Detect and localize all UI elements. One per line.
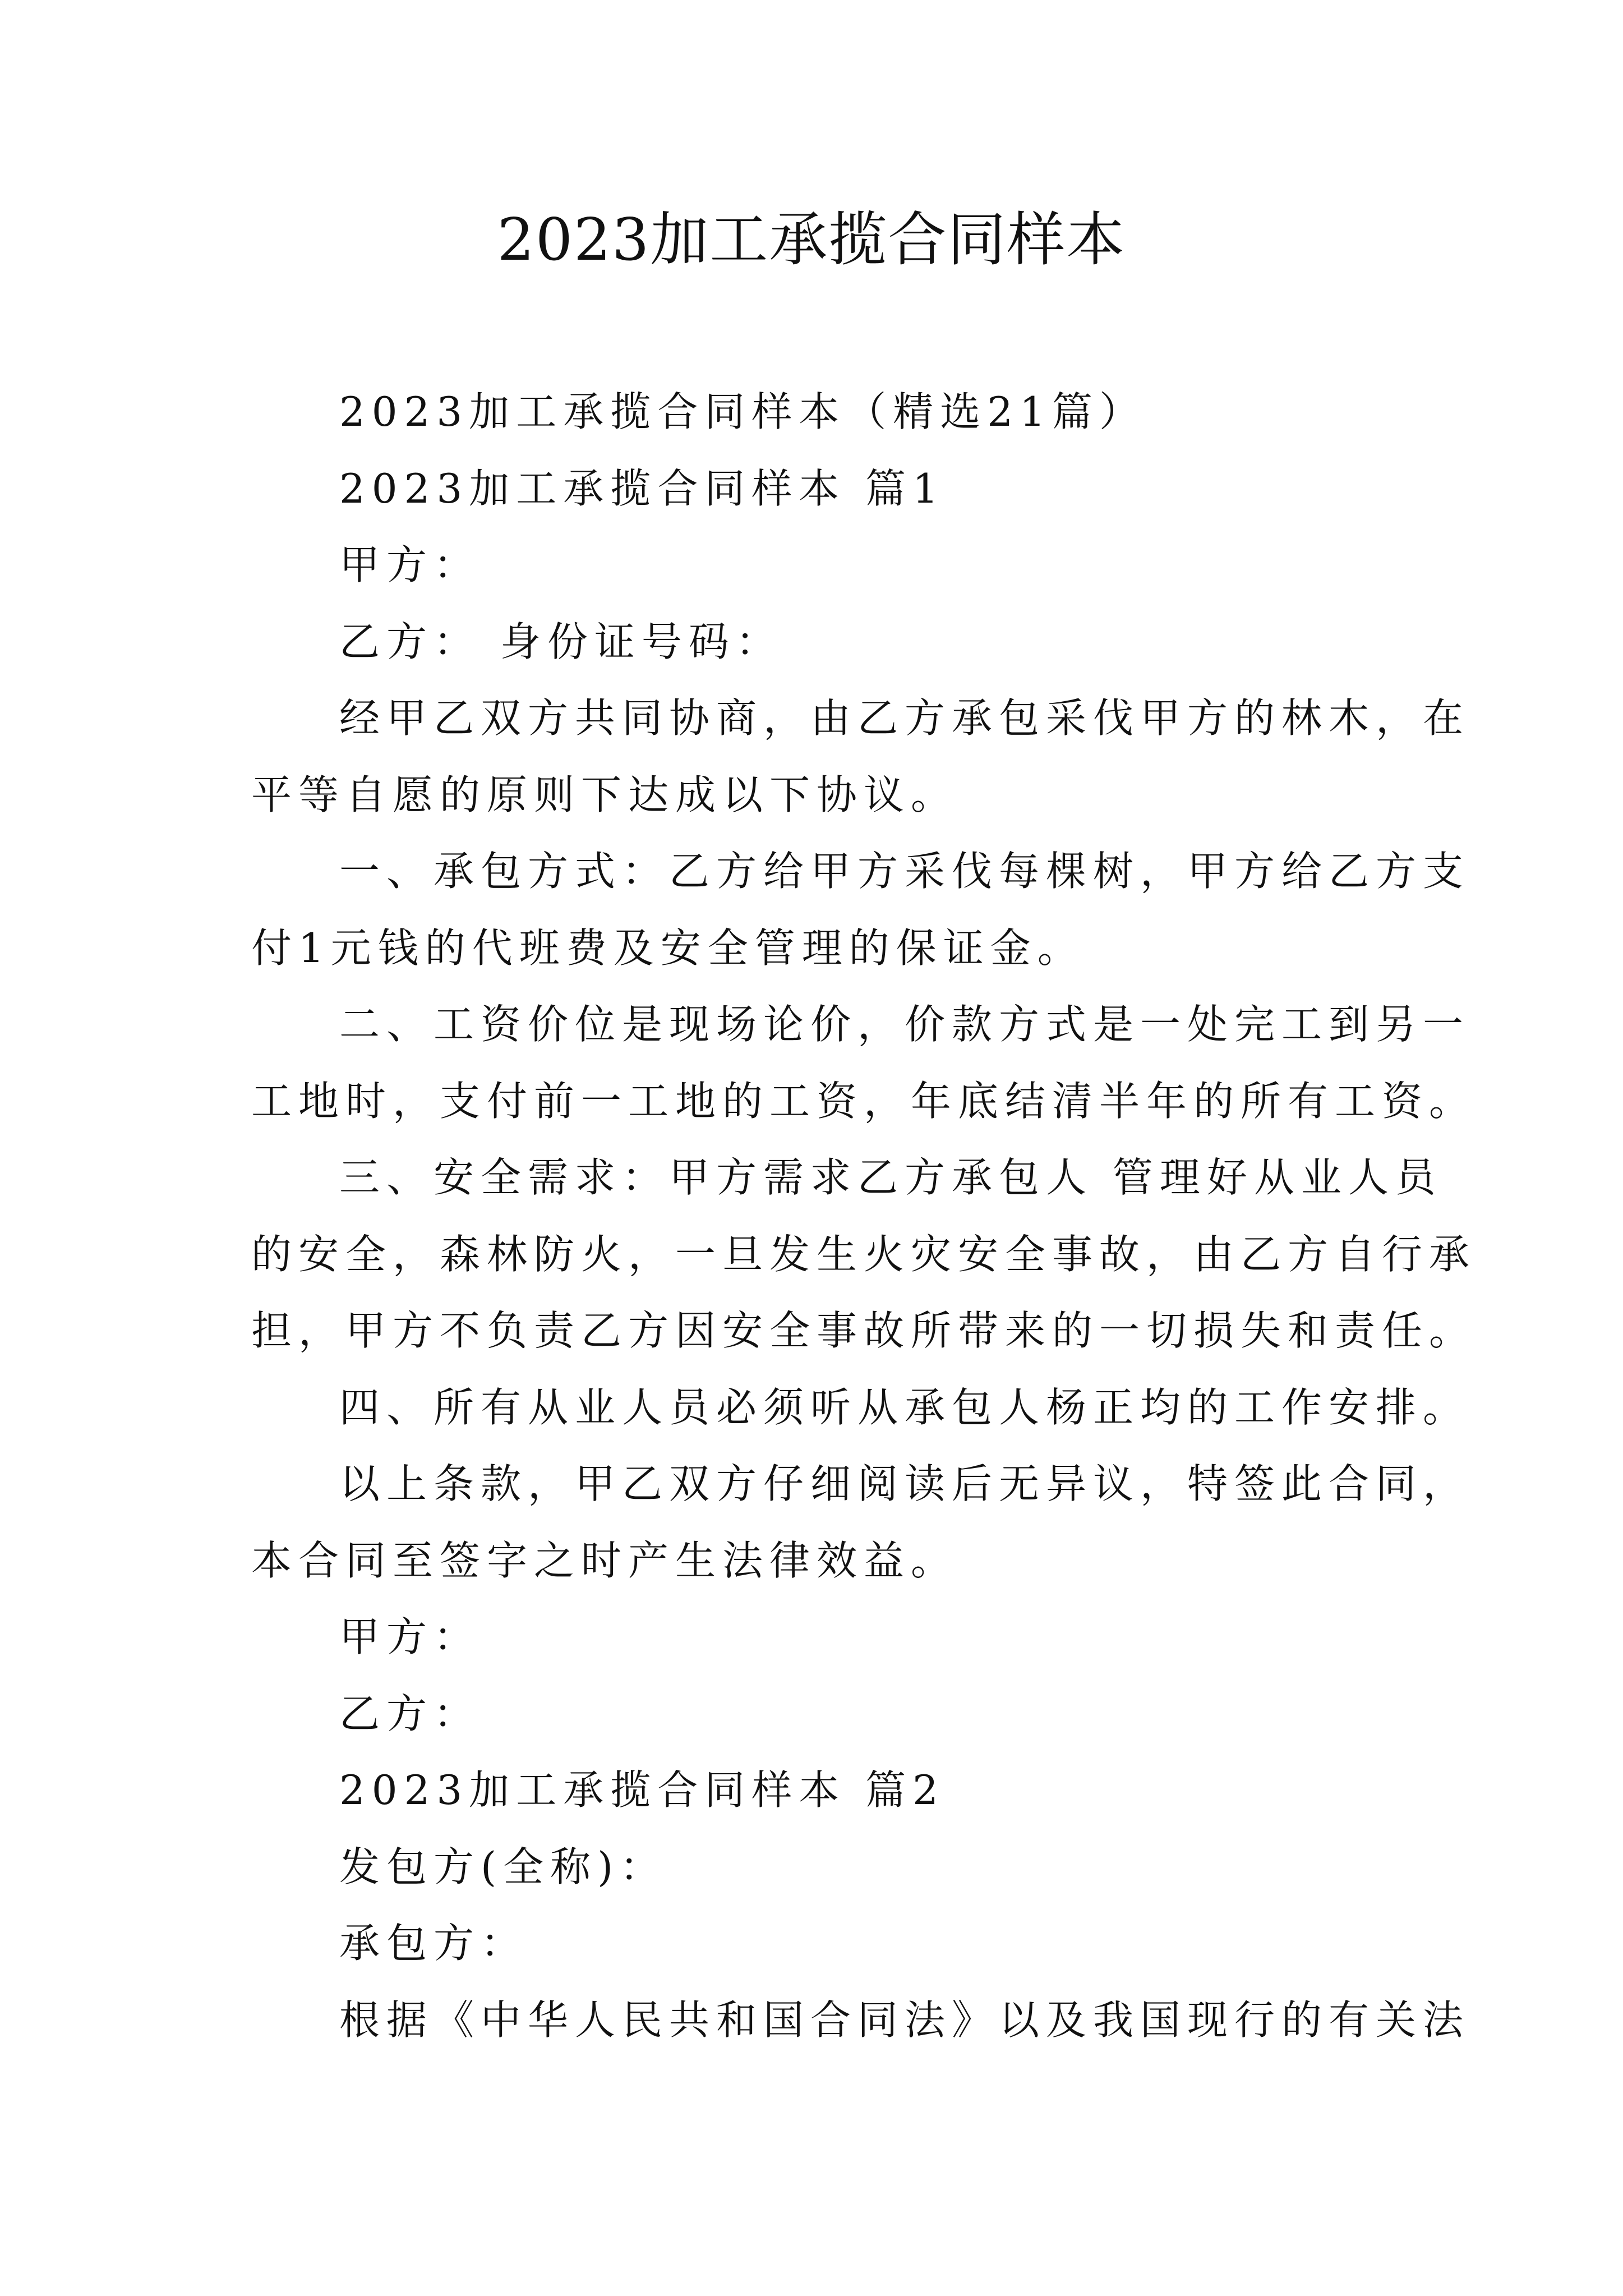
section-heading: 2023加工承揽合同样本 篇2 (339, 1766, 945, 1814)
clause-line: 三、安全需求：甲方需求乙方承包人 管理好从业人员 (339, 1154, 1442, 1201)
party-b-signature-label: 乙方： (339, 1690, 481, 1737)
paragraph-line: 平等自愿的原则下达成以下协议。 (251, 771, 958, 818)
paragraph-line: 根据《中华人民共和国合同法》以及我国现行的有关法 (339, 1996, 1470, 2044)
paragraph-line: 2023加工承揽合同样本（精选21篇） (339, 388, 1146, 435)
clause-line: 担，甲方不负责乙方因安全事故所带来的一切损失和责任。 (251, 1307, 1477, 1354)
paragraph-line: 本合同至签字之时产生法律效益。 (251, 1536, 958, 1584)
document-title: 2023加工承揽合同样本 (497, 205, 1126, 274)
clause-line: 的安全，森林防火，一旦发生火灾安全事故，由乙方自行承 (251, 1230, 1477, 1278)
clause-line: 付1元钱的代班费及安全管理的保证金。 (251, 924, 1085, 972)
employer-label: 发包方(全称)： (339, 1843, 667, 1890)
clause-line: 一、承包方式：乙方给甲方采伐每棵树，甲方给乙方支 (339, 848, 1470, 895)
clause-line: 工地时，支付前一工地的工资，年底结清半年的所有工资。 (251, 1077, 1477, 1125)
paragraph-line: 经甲乙双方共同协商，由乙方承包采伐甲方的林木，在 (339, 694, 1470, 742)
party-a-signature-label: 甲方： (339, 1613, 481, 1660)
party-b-label: 乙方： 身份证号码： (339, 618, 783, 665)
contractor-label: 承包方： (339, 1920, 528, 1967)
clause-line: 二、工资价位是现场论价，价款方式是一处完工到另一 (339, 1001, 1470, 1048)
clause-line: 四、所有从业人员必须听从承包人杨正均的工作安排。 (339, 1383, 1470, 1431)
paragraph-line: 以上条款，甲乙双方仔细阅读后无异议，特签此合同， (339, 1460, 1470, 1507)
section-heading: 2023加工承揽合同样本 篇1 (339, 464, 945, 512)
document-body (251, 374, 1477, 2058)
party-a-label: 甲方： (339, 541, 481, 588)
